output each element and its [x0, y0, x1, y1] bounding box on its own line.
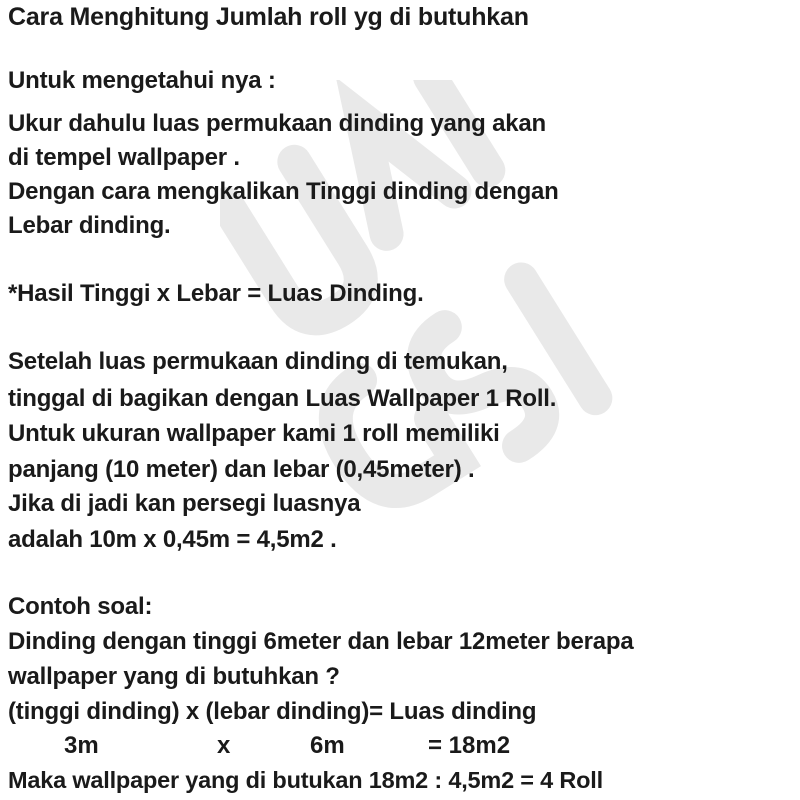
calc-height: 3m: [64, 732, 99, 759]
intro-line-5: Lebar dinding.: [8, 212, 171, 239]
explanation-line-6: adalah 10m x 0,45m = 4,5m2 .: [8, 526, 337, 553]
calc-times: x: [217, 732, 231, 759]
explanation-line-3: Untuk ukuran wallpaper kami 1 roll memiliki: [8, 420, 500, 447]
example-line-3: (tinggi dinding) x (lebar dinding)= Luas dinding: [8, 698, 537, 725]
calc-width: 6m: [310, 732, 345, 759]
explanation-line-2: tinggal di bagikan dengan Luas Wallpaper 1 Roll.: [8, 385, 557, 412]
example-heading: Contoh soal:: [8, 593, 153, 620]
conclusion-line: Maka wallpaper yang di butukan 18m2 : 4,5m2 = 4 Roll: [8, 767, 603, 793]
calc-result: = 18m2: [428, 732, 511, 759]
intro-line-4: Dengan cara mengkalikan Tinggi dinding dengan: [8, 178, 559, 205]
example-line-2: wallpaper yang di butuhkan ?: [8, 663, 340, 690]
page-title: Cara Menghitung Jumlah roll yg di butuhkan: [8, 3, 529, 31]
formula-line: *Hasil Tinggi x Lebar = Luas Dinding.: [8, 280, 424, 307]
explanation-line-1: Setelah luas permukaan dinding di temukan,: [8, 348, 508, 375]
explanation-line-5: Jika di jadi kan persegi luasnya: [8, 490, 361, 517]
intro-line-2: Ukur dahulu luas permukaan dinding yang akan: [8, 110, 546, 137]
explanation-line-4: panjang (10 meter) dan lebar (0,45meter) .: [8, 456, 475, 483]
example-line-1: Dinding dengan tinggi 6meter dan lebar 12meter berapa: [8, 628, 634, 655]
intro-line-1: Untuk mengetahui nya :: [8, 67, 276, 94]
intro-line-3: di tempel wallpaper .: [8, 144, 240, 171]
